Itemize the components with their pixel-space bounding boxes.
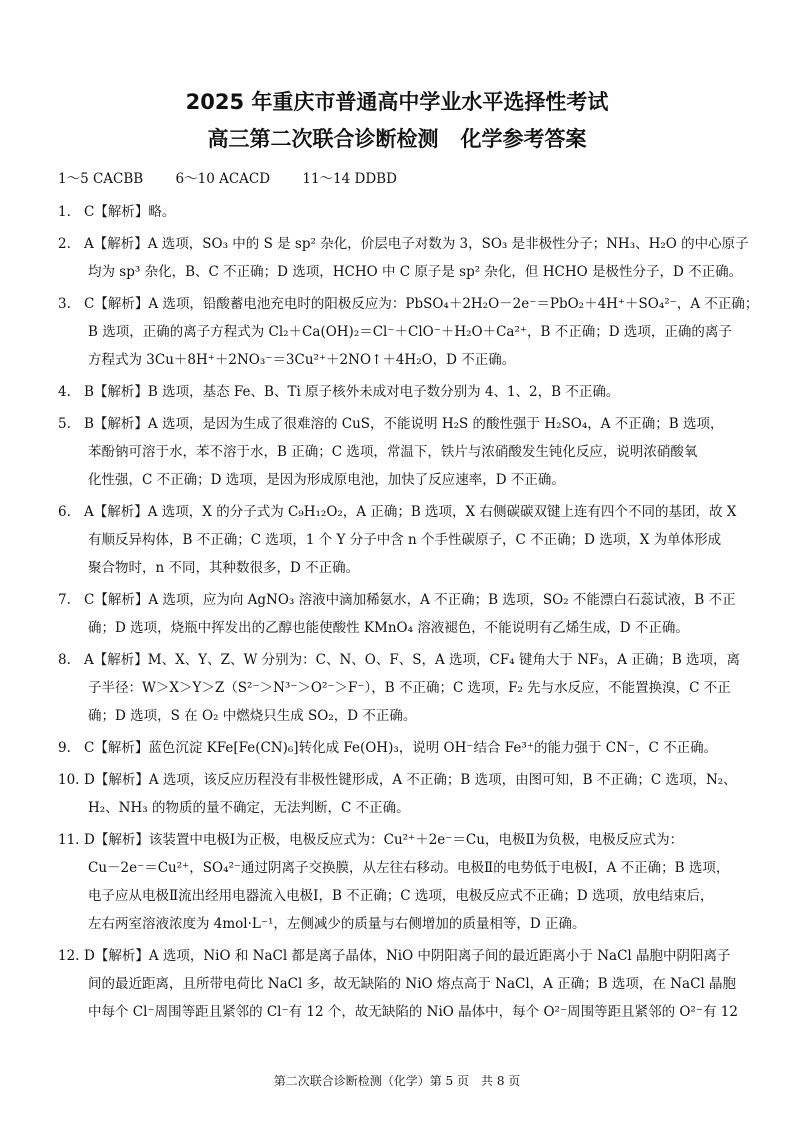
question-number: 2. bbox=[58, 236, 71, 252]
answer-line bbox=[58, 466, 738, 494]
question-number: 8. bbox=[58, 652, 71, 668]
answer-text: C【解析】A 选项，铅酸蓄电池充电时的阳极反应为：PbSO₄＋2H₂O－2e⁻＝PbO₂＋4H⁺＋SO₄²⁻，A 不正确； bbox=[84, 296, 759, 312]
answer-item bbox=[58, 498, 738, 582]
answer-line bbox=[58, 882, 738, 910]
answer-item bbox=[58, 290, 759, 374]
answer-item bbox=[58, 826, 738, 938]
question-number: 10. bbox=[58, 772, 80, 788]
answer-text: A【解析】A 选项，SO₃ 中的 S 是 sp² 杂化，价层电子对数为 3，SO₃ 是非极性分子；NH₃、H₂O 的中心原子 bbox=[84, 236, 749, 252]
answer-line bbox=[58, 554, 738, 582]
answer-text: B 选项，正确的离子方程式为 Cl₂＋Ca(OH)₂＝Cl⁻＋ClO⁻＋H₂O＋Ca²⁺，B 不正确；D 选项，正确的离子 bbox=[88, 324, 732, 340]
answer-line bbox=[58, 794, 738, 822]
answer-text: 确；D 选项，S 在 O₂ 中燃烧只生成 SO₂，D 不正确。 bbox=[88, 708, 417, 724]
answer-line bbox=[58, 230, 749, 258]
answer-line bbox=[58, 346, 738, 374]
question-number: 12. bbox=[58, 948, 80, 964]
answer-list bbox=[58, 198, 759, 1030]
answer-text: 均为 sp³ 杂化，B、C 不正确；D 选项，HCHO 中 C 原子是 sp² 杂化，但 HCHO 是极性分子，D 不正确。 bbox=[88, 264, 743, 280]
answer-item bbox=[58, 586, 738, 642]
answer-text: 子半径：W＞X＞Y＞Z（S²⁻＞N³⁻＞O²⁻＞F⁻），B 不正确；C 选项，F₂ 先与水反应，不能置换溴，C 不正 bbox=[88, 680, 731, 696]
page-subtitle bbox=[0, 123, 794, 153]
question-number: 5. bbox=[58, 416, 71, 432]
answer-text: 方程式为 3Cu＋8H⁺＋2NO₃⁻＝3Cu²⁺＋2NO↑＋4H₂O，D 不正确。 bbox=[88, 352, 516, 368]
answer-text: 电子应从电极Ⅱ流出经用电器流入电极Ⅰ，B 不正确；C 选项，电极反应式不正确；D 选项，放电结束后， bbox=[88, 888, 714, 904]
page-footer: 第二次联合诊断检测（化学）第 5 页 共 8 页 bbox=[273, 1074, 521, 1088]
answer-text: 间的最近距离，且所带电荷比 NaCl 多，故无缺陷的 NiO 熔点高于 NaCl，A 正确；B 选项，在 NaCl 晶胞 bbox=[88, 976, 737, 992]
answer-text: C【解析】蓝色沉淀 KFe[Fe(CN)₆]转化成 Fe(OH)₃，说明 OH⁻结合 Fe³⁺的能力强于 CN⁻，C 不正确。 bbox=[84, 740, 718, 756]
question-number: 9. bbox=[58, 740, 71, 756]
answer-text: 中每个 Cl⁻周围等距且紧邻的 Cl⁻有 12 个，故无缺陷的 NiO 晶体中，每个 O²⁻周围等距且紧邻的 O²⁻有 12 bbox=[88, 1004, 738, 1020]
answer-item bbox=[58, 230, 749, 286]
answer-text: 化性强，C 不正确；D 选项，是因为形成原电池，加快了反应速率，D 不正确。 bbox=[88, 472, 565, 488]
question-number: 11. bbox=[58, 832, 80, 848]
answer-item bbox=[58, 378, 738, 406]
subtitle-exam: 高三第二次联合诊断检测 bbox=[207, 127, 439, 151]
answer-item bbox=[58, 942, 738, 1026]
answer-line bbox=[58, 438, 738, 466]
answer-line bbox=[58, 526, 738, 554]
page-title: 2025 年重庆市普通高中学业水平选择性考试 bbox=[185, 90, 609, 114]
summary-group: 6～10 ACACD bbox=[175, 171, 271, 187]
answer-text: 苯酚钠可溶于水，苯不溶于水，B 正确；C 选项，常温下，铁片与浓硝酸发生钝化反应，说明浓硝酸氧 bbox=[88, 444, 698, 460]
answer-item bbox=[58, 766, 738, 822]
answer-line bbox=[58, 378, 738, 406]
answer-text: D【解析】A 选项，NiO 和 NaCl 都是离子晶体，NiO 中阴阳离子间的最近距离小于 NaCl 晶胞中阴阳离子 bbox=[84, 948, 731, 964]
question-number: 7. bbox=[58, 592, 71, 608]
question-number: 4. bbox=[58, 384, 71, 400]
answer-line bbox=[58, 854, 738, 882]
answer-line bbox=[58, 826, 738, 854]
answer-text: A【解析】A 选项，X 的分子式为 C₉H₁₂O₂，A 正确；B 选项，X 右侧碳碳双键上连有四个不同的基团，故 X bbox=[84, 504, 737, 520]
answer-text: C【解析】略。 bbox=[84, 204, 176, 220]
answer-summary bbox=[58, 167, 425, 187]
subtitle-answer: 化学参考答案 bbox=[460, 127, 587, 151]
answer-line bbox=[58, 290, 759, 318]
summary-group: 11～14 DDBD bbox=[302, 171, 397, 187]
answer-line bbox=[58, 734, 738, 762]
answer-line bbox=[58, 586, 738, 614]
answer-text: H₂、NH₃ 的物质的量不确定，无法判断，C 不正确。 bbox=[88, 800, 410, 816]
answer-line bbox=[58, 910, 738, 938]
answer-line bbox=[58, 702, 738, 730]
answer-text: 有顺反异构体，B 不正确；C 选项，1 个 Y 分子中含 n 个手性碳原子，C 不正确；D 选项，X 为单体形成 bbox=[88, 532, 722, 548]
answer-text: D【解析】该装置中电极Ⅰ为正极，电极反应式为：Cu²⁺＋2e⁻＝Cu，电极Ⅱ为负极，电极反应式为： bbox=[84, 832, 684, 848]
answer-line bbox=[58, 942, 738, 970]
answer-line bbox=[58, 498, 738, 526]
answer-item bbox=[58, 410, 738, 494]
answer-line bbox=[58, 998, 738, 1026]
answer-line bbox=[58, 766, 738, 794]
answer-text: C【解析】A 选项，应为向 AgNO₃ 溶液中滴加稀氨水，A 不正确；B 选项，SO₂ 不能漂白石蕊试液，B 不正 bbox=[84, 592, 736, 608]
answer-line bbox=[58, 258, 743, 286]
question-number: 3. bbox=[58, 296, 71, 312]
answer-text: A【解析】M、X、Y、Z、W 分别为：C、N、O、F、S，A 选项，CF₄ 键角大于 NF₃，A 正确；B 选项，离 bbox=[84, 652, 741, 668]
answer-line bbox=[58, 674, 738, 702]
question-number: 6. bbox=[58, 504, 71, 520]
answer-text: B【解析】A 选项，是因为生成了很难溶的 CuS，不能说明 H₂S 的酸性强于 H₂SO₄，A 不正确；B 选项， bbox=[84, 416, 724, 432]
answer-line bbox=[58, 198, 738, 226]
answer-text: D【解析】A 选项，该反应历程没有非极性键形成，A 不正确；B 选项，由图可知，B 不正确；C 选项，N₂、 bbox=[84, 772, 737, 788]
question-number: 1. bbox=[58, 204, 71, 220]
answer-line bbox=[58, 614, 738, 642]
answer-line bbox=[58, 318, 738, 346]
answer-item bbox=[58, 198, 738, 226]
answer-text: B【解析】B 选项，基态 Fe、B、Ti 原子核外未成对电子数分别为 4、1、2，B 不正确。 bbox=[84, 384, 620, 400]
answer-text: 聚合物时，n 不同，其种数很多，D 不正确。 bbox=[88, 560, 360, 576]
answer-text: Cu－2e⁻＝Cu²⁺，SO₄²⁻通过阴离子交换膜，从左往右移动。电极Ⅱ的电势低于电极Ⅰ，A 不正确；B 选项， bbox=[88, 860, 730, 876]
answer-text: 左右两室溶液浓度为 4mol·L⁻¹，左侧减少的质量与右侧增加的质量相等，D 正确。 bbox=[88, 916, 586, 932]
answer-line bbox=[58, 970, 738, 998]
answer-line bbox=[58, 646, 741, 674]
answer-text: 确；D 选项，烧瓶中挥发出的乙醇也能使酸性 KMnO₄ 溶液褪色，不能说明有乙烯生成，D 不正确。 bbox=[88, 620, 689, 636]
summary-group: 1～5 CACBB bbox=[58, 171, 144, 187]
answer-item bbox=[58, 734, 738, 762]
answer-item bbox=[58, 646, 741, 730]
answer-line bbox=[58, 410, 738, 438]
